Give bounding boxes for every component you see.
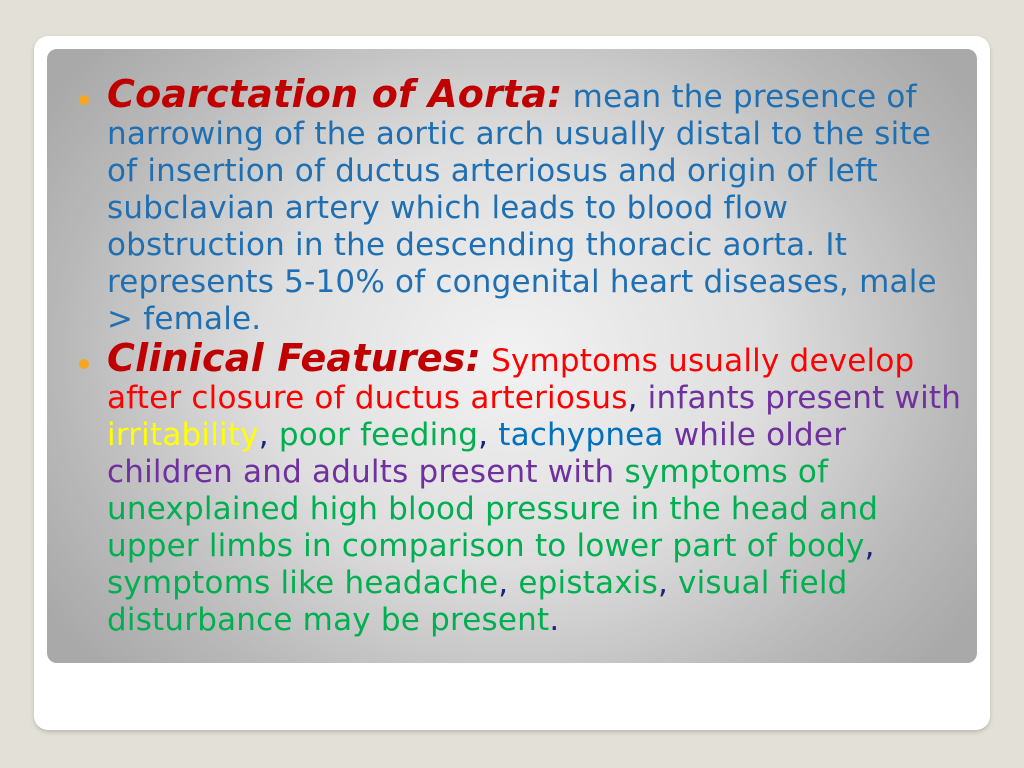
text-segment: epistaxis [518, 565, 658, 601]
bullet-dot-icon [79, 95, 89, 105]
text-segment: visual field disturbance may be present [107, 565, 848, 638]
text-segment: , [657, 565, 679, 601]
text-segment: infants present with [647, 380, 962, 416]
bullet-body: mean the presence of narrowing of the aortic arch usually distal to the site of insertion of ductus arteriosus and origin of left subclavian artery which leads to blood flow obstruction in the descending thoracic aorta. It represents 5-10% of congenital heart diseases, male > female. [107, 79, 937, 337]
text-segment: , [258, 417, 279, 453]
text-segment: poor feeding [278, 417, 479, 453]
bullet-text [107, 336, 967, 639]
text-segment: , [498, 565, 519, 601]
content-panel [47, 49, 977, 663]
bullet-heading: Coarctation of Aorta: [107, 72, 563, 116]
text-segment [664, 417, 674, 453]
text-segment: symptoms of unexplained high blood pressure in the head and upper limbs in comparison to lower part of body [107, 454, 879, 564]
bullet-dot-icon [79, 359, 89, 369]
text-segment: Symptoms usually develop after closure of ductus arteriosus [107, 343, 915, 416]
bullet-coarctation [107, 72, 967, 338]
text-segment: irritability [107, 417, 259, 453]
text-segment: , [478, 417, 499, 453]
text-segment: , [864, 528, 875, 564]
slide-footer [47, 663, 977, 730]
text-segment: while older children and adults present with [107, 417, 847, 490]
text-segment: symptoms like headache [107, 565, 499, 601]
bullet-heading: Clinical Features: [107, 336, 482, 380]
slide [34, 36, 990, 730]
text-segment [614, 454, 624, 490]
text-segment: . [549, 602, 560, 638]
text-segment: , [627, 380, 648, 416]
text-segment: tachypnea [498, 417, 664, 453]
bullet-clinical-features [107, 336, 967, 639]
bullet-text [107, 72, 967, 338]
